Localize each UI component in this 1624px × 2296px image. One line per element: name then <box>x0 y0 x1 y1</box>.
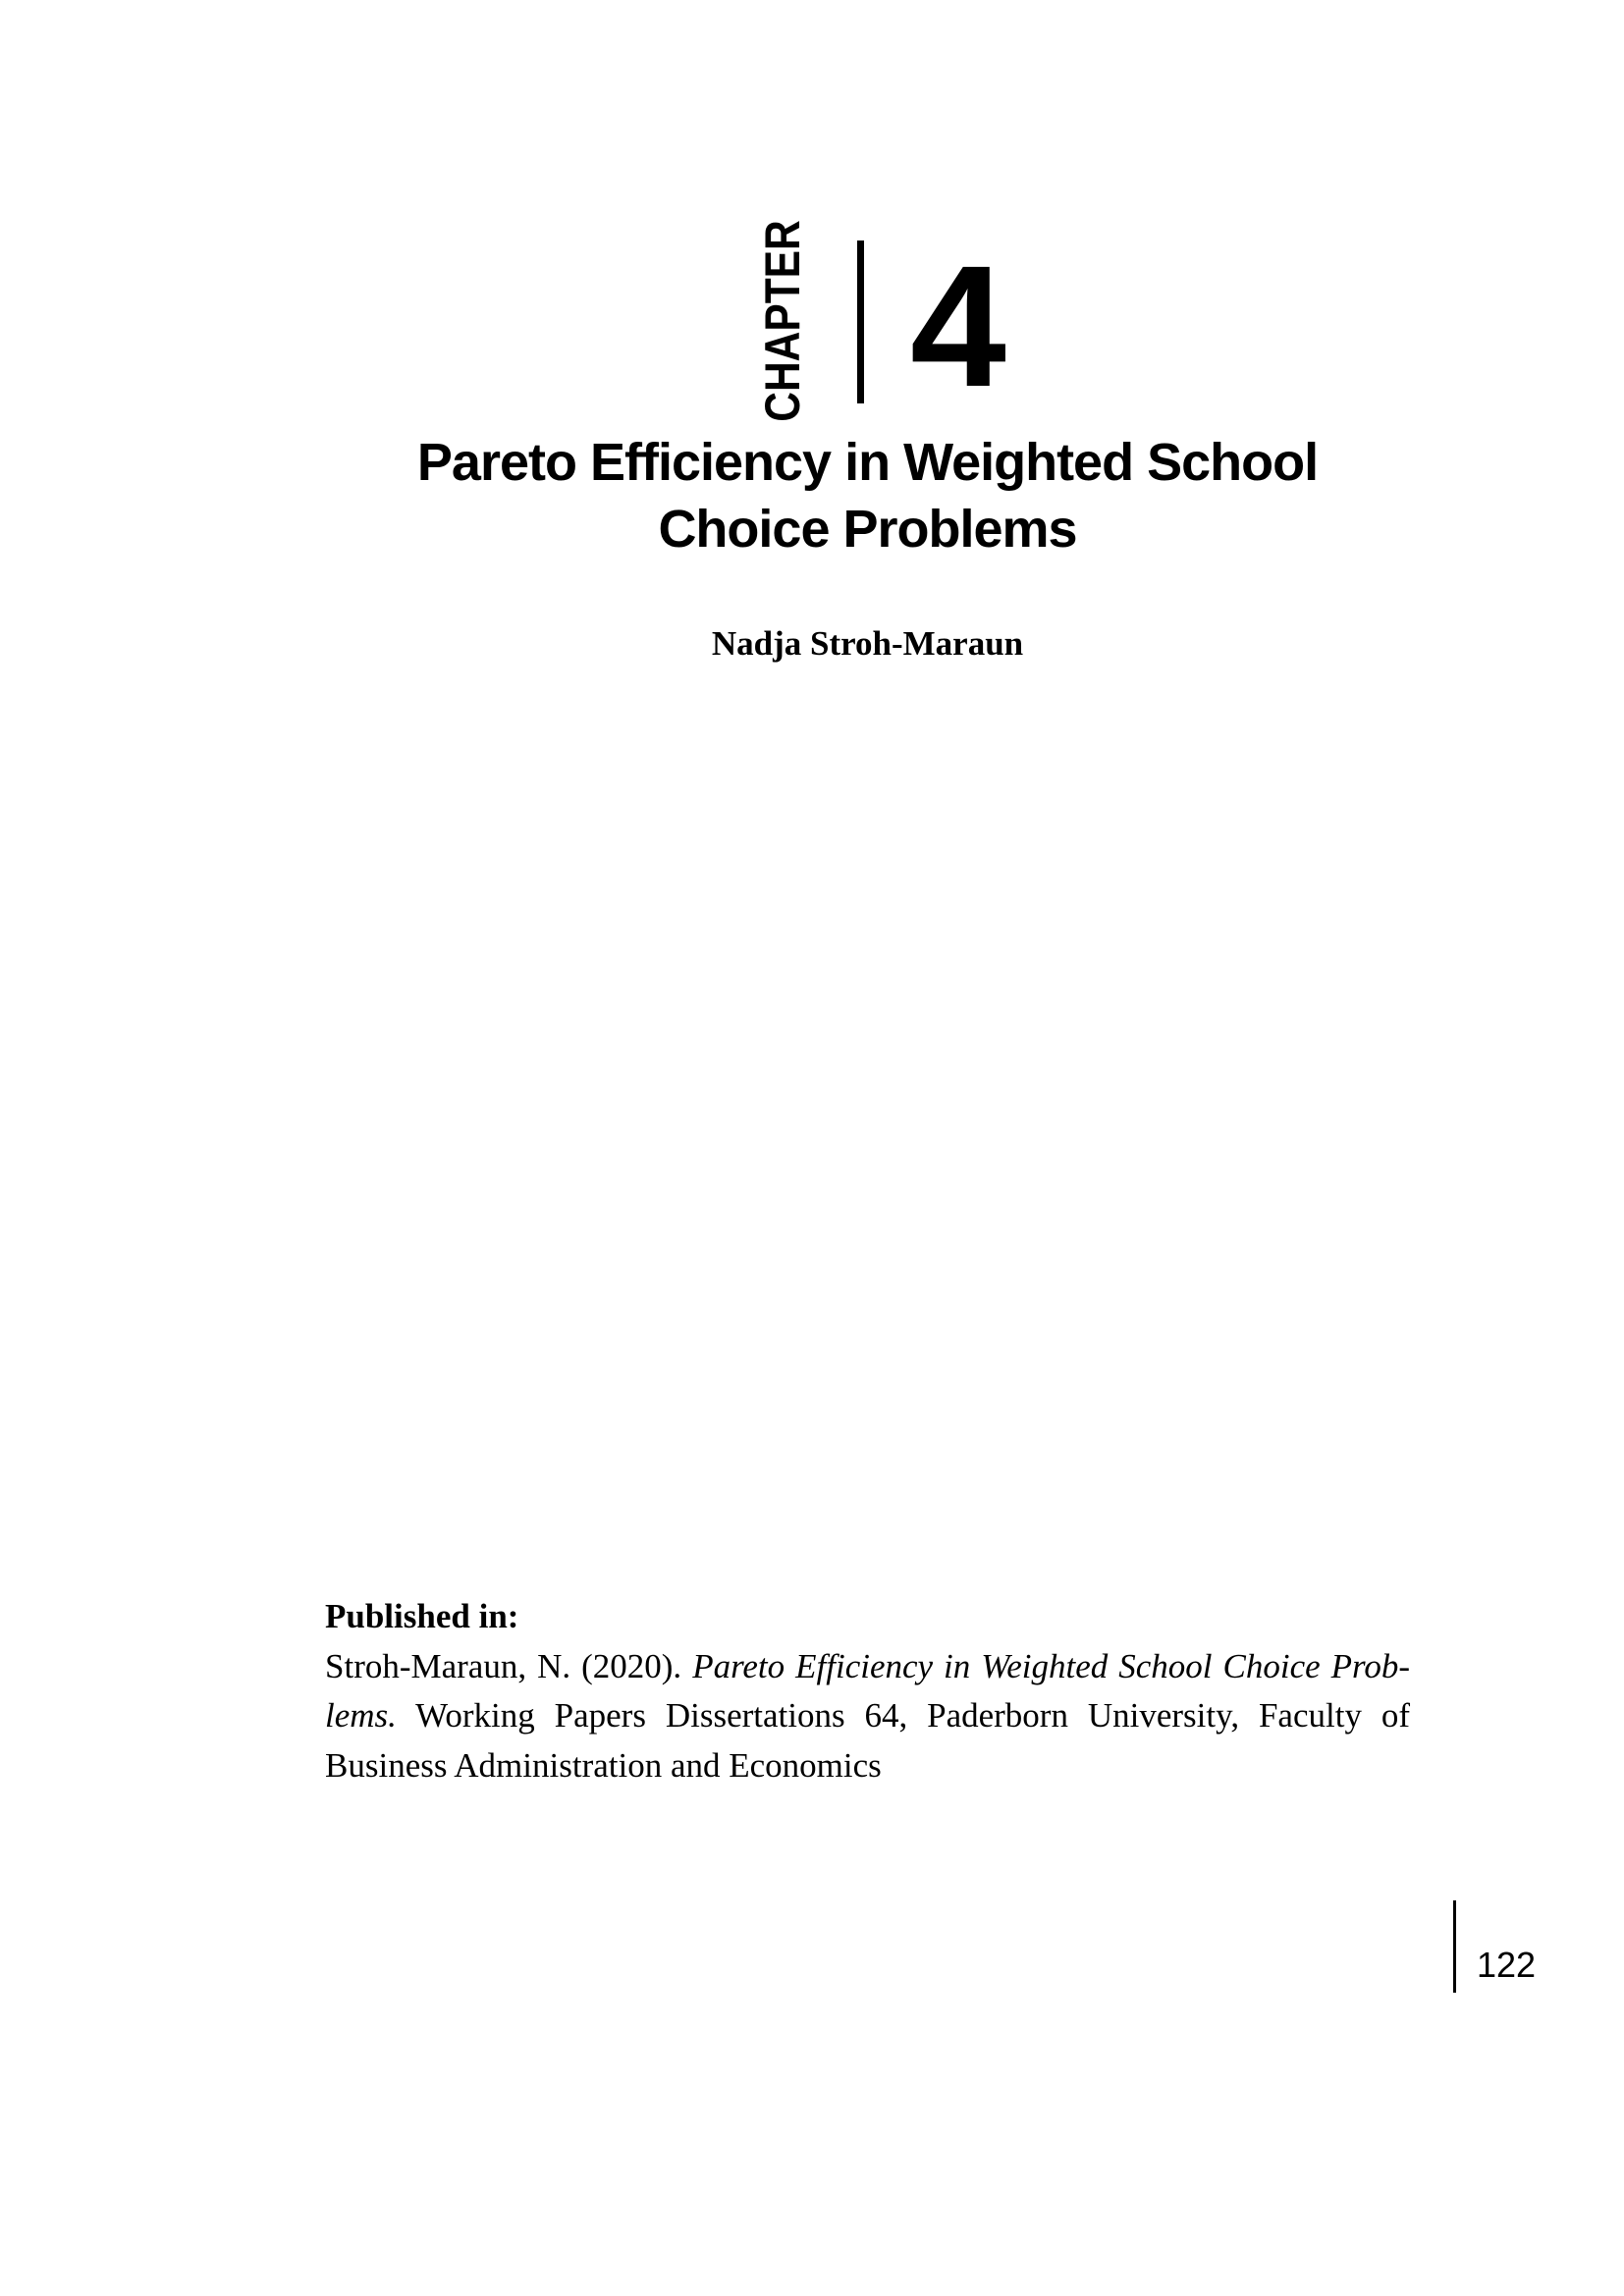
citation-authors-year: Stroh-Maraun, N. (2020). <box>325 1646 693 1685</box>
citation-line-3: Business Administration and Economics <box>325 1745 882 1785</box>
citation-line-1 <box>325 1642 1410 1692</box>
publication-heading: Published in: <box>325 1597 519 1635</box>
page-number-divider <box>1453 1900 1456 1993</box>
chapter-divider <box>857 240 864 403</box>
citation-series: Working Papers Dissertations 64, Paderborn University, Faculty of <box>396 1696 1410 1735</box>
chapter-number: 4 <box>910 231 1006 423</box>
chapter-title-line-1: Pareto Efficiency in Weighted School <box>416 433 1319 492</box>
publication-note <box>325 1592 1410 1790</box>
citation-line-2 <box>325 1691 1410 1741</box>
chapter-title <box>325 429 1410 562</box>
citation-title-part-2: lems. <box>325 1696 397 1735</box>
author-name: Nadja Stroh-Maraun <box>711 624 1024 663</box>
citation-title-part-1: Pareto Efficiency in Weighted School Choice Prob- <box>692 1646 1410 1685</box>
chapter-title-line-2: Choice Problems <box>658 500 1077 559</box>
page-number: 122 <box>1477 1945 1537 1985</box>
chapter-label: CHAPTER <box>755 220 810 422</box>
